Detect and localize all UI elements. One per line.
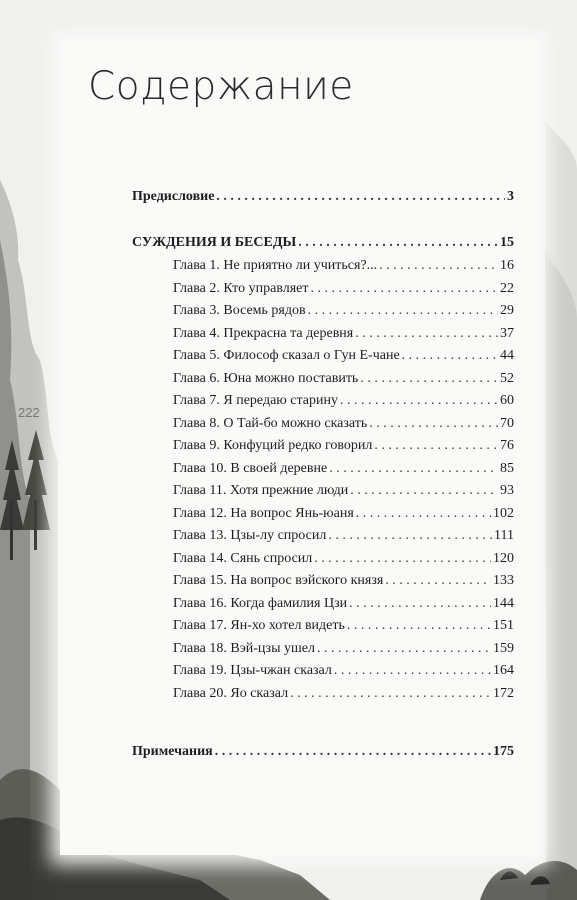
toc-entry-label: Глава 15. На вопрос вэйского князя [173, 573, 384, 588]
toc-entry-page: 70 [500, 415, 514, 431]
toc-entry-label: Предисловие [132, 189, 215, 204]
toc-entry-page: 29 [500, 303, 514, 318]
toc-entry-label: Глава 12. На вопрос Янь-юаня [173, 505, 354, 521]
toc-entry-page: 175 [493, 744, 514, 759]
toc-entry-chapter[interactable] [173, 416, 514, 432]
dot-leader [374, 438, 498, 454]
dot-leader [350, 483, 498, 499]
page-title: Содержание [88, 64, 354, 109]
toc-entry-page: 3 [507, 189, 514, 204]
dot-leader [298, 235, 498, 251]
toc-entry-chapter[interactable] [173, 641, 514, 657]
toc-entry-section[interactable] [132, 235, 514, 251]
toc-entry-page: 102 [493, 505, 514, 521]
toc-entry-label: Глава 14. Сянь спросил [173, 550, 313, 566]
dot-leader [216, 189, 505, 205]
toc-entry-label: Глава 6. Юна можно поставить [173, 370, 359, 386]
toc-entry-label: Глава 1. Не приятно ли учиться?... [173, 258, 378, 273]
toc-entry-page: 172 [493, 685, 514, 701]
dot-leader [314, 551, 491, 567]
toc-entry-page: 151 [493, 618, 514, 633]
toc-entry-label: СУЖДЕНИЯ И БЕСЕДЫ [132, 235, 297, 250]
toc-entry-page: 76 [500, 438, 514, 453]
toc-entry-page: 120 [493, 550, 514, 566]
dot-leader [355, 326, 498, 342]
toc-entry-chapter[interactable] [173, 573, 514, 589]
dot-leader [317, 641, 491, 657]
toc-entry-chapter[interactable] [173, 393, 514, 409]
toc-entry-chapter[interactable] [173, 303, 514, 319]
toc-entry-page: 44 [500, 348, 514, 363]
toc-entry-label: Глава 9. Конфуций редко говорил [173, 438, 373, 453]
dot-leader [328, 528, 492, 544]
dot-leader [379, 258, 498, 274]
dot-leader [290, 686, 491, 702]
toc-entry-label: Глава 5. Философ сказал о Гун Е-чане [173, 348, 400, 363]
dot-leader [356, 506, 491, 522]
toc-entry-chapter[interactable] [173, 281, 514, 297]
dot-leader [329, 461, 498, 477]
toc-entry-notes[interactable] [132, 744, 514, 760]
toc-entry-page: 159 [493, 640, 514, 656]
toc-entry-chapter[interactable] [173, 483, 514, 499]
dot-leader [360, 371, 498, 387]
toc-entry-page: 52 [500, 370, 514, 386]
toc-entry-page: 93 [500, 483, 514, 498]
toc-entry-chapter[interactable] [173, 528, 514, 544]
toc-entry-label: Глава 19. Цзы-чжан сказал [173, 663, 332, 678]
toc-entry-page: 144 [493, 595, 514, 611]
toc-entry-label: Глава 3. Восемь рядов [173, 303, 306, 318]
toc-entry-page: 111 [494, 528, 514, 543]
toc-entry-chapter[interactable] [173, 506, 514, 522]
toc-entry-label: Глава 16. Когда фамилия Цзи [173, 595, 348, 611]
toc-entry-label: Глава 18. Вэй-цзы ушел [173, 640, 315, 656]
toc-entry-chapter[interactable] [173, 596, 514, 612]
toc-entry-preface[interactable] [132, 189, 514, 205]
toc-entry-page: 133 [493, 573, 514, 588]
side-page-number: 222 [18, 405, 40, 420]
toc-entry-chapter[interactable] [173, 326, 514, 342]
toc-entry-label: Глава 7. Я передаю старину [173, 393, 338, 408]
toc-entry-label: Глава 4. Прекрасна та деревня [173, 325, 354, 341]
toc-entry-label: Глава 8. О Тай-бо можно сказать [173, 415, 368, 431]
toc-entry-chapter[interactable] [173, 551, 514, 567]
toc-entry-page: 60 [500, 393, 514, 408]
toc-entry-label: Глава 2. Кто управляет [173, 280, 309, 296]
toc-entry-label: Глава 17. Ян-хо хотел видеть [173, 618, 345, 633]
dot-leader [311, 281, 498, 297]
dot-leader [215, 744, 491, 760]
toc-entry-page: 16 [500, 258, 514, 273]
toc-entry-page: 85 [500, 460, 514, 476]
toc-entry-chapter[interactable] [173, 258, 514, 274]
toc-entry-page: 37 [500, 325, 514, 341]
toc-entry-chapter[interactable] [173, 371, 514, 387]
toc-entry-label: Глава 11. Хотя прежние люди [173, 483, 349, 498]
dot-leader [347, 618, 491, 634]
dot-leader [349, 596, 491, 612]
toc-entry-chapter[interactable] [173, 686, 514, 702]
toc-entry-chapter[interactable] [173, 618, 514, 634]
dot-leader [402, 348, 498, 364]
toc-entry-label: Примечания [132, 744, 213, 759]
toc-entry-label: Глава 20. Яо сказал [173, 685, 289, 701]
toc-entry-chapter[interactable] [173, 438, 514, 454]
dot-leader [385, 573, 491, 589]
toc-entry-chapter[interactable] [173, 348, 514, 364]
dot-leader [308, 303, 498, 319]
toc-entry-page: 15 [500, 235, 514, 250]
toc-entry-label: Глава 10. В своей деревне [173, 460, 328, 476]
dot-leader [369, 416, 498, 432]
toc-entry-chapter[interactable] [173, 663, 514, 679]
dot-leader [340, 393, 498, 409]
toc-entry-page: 164 [493, 663, 514, 678]
toc-entry-label: Глава 13. Цзы-лу спросил [173, 528, 327, 543]
dot-leader [334, 663, 491, 679]
toc-entry-chapter[interactable] [173, 461, 514, 477]
toc-entry-page: 22 [500, 280, 514, 296]
